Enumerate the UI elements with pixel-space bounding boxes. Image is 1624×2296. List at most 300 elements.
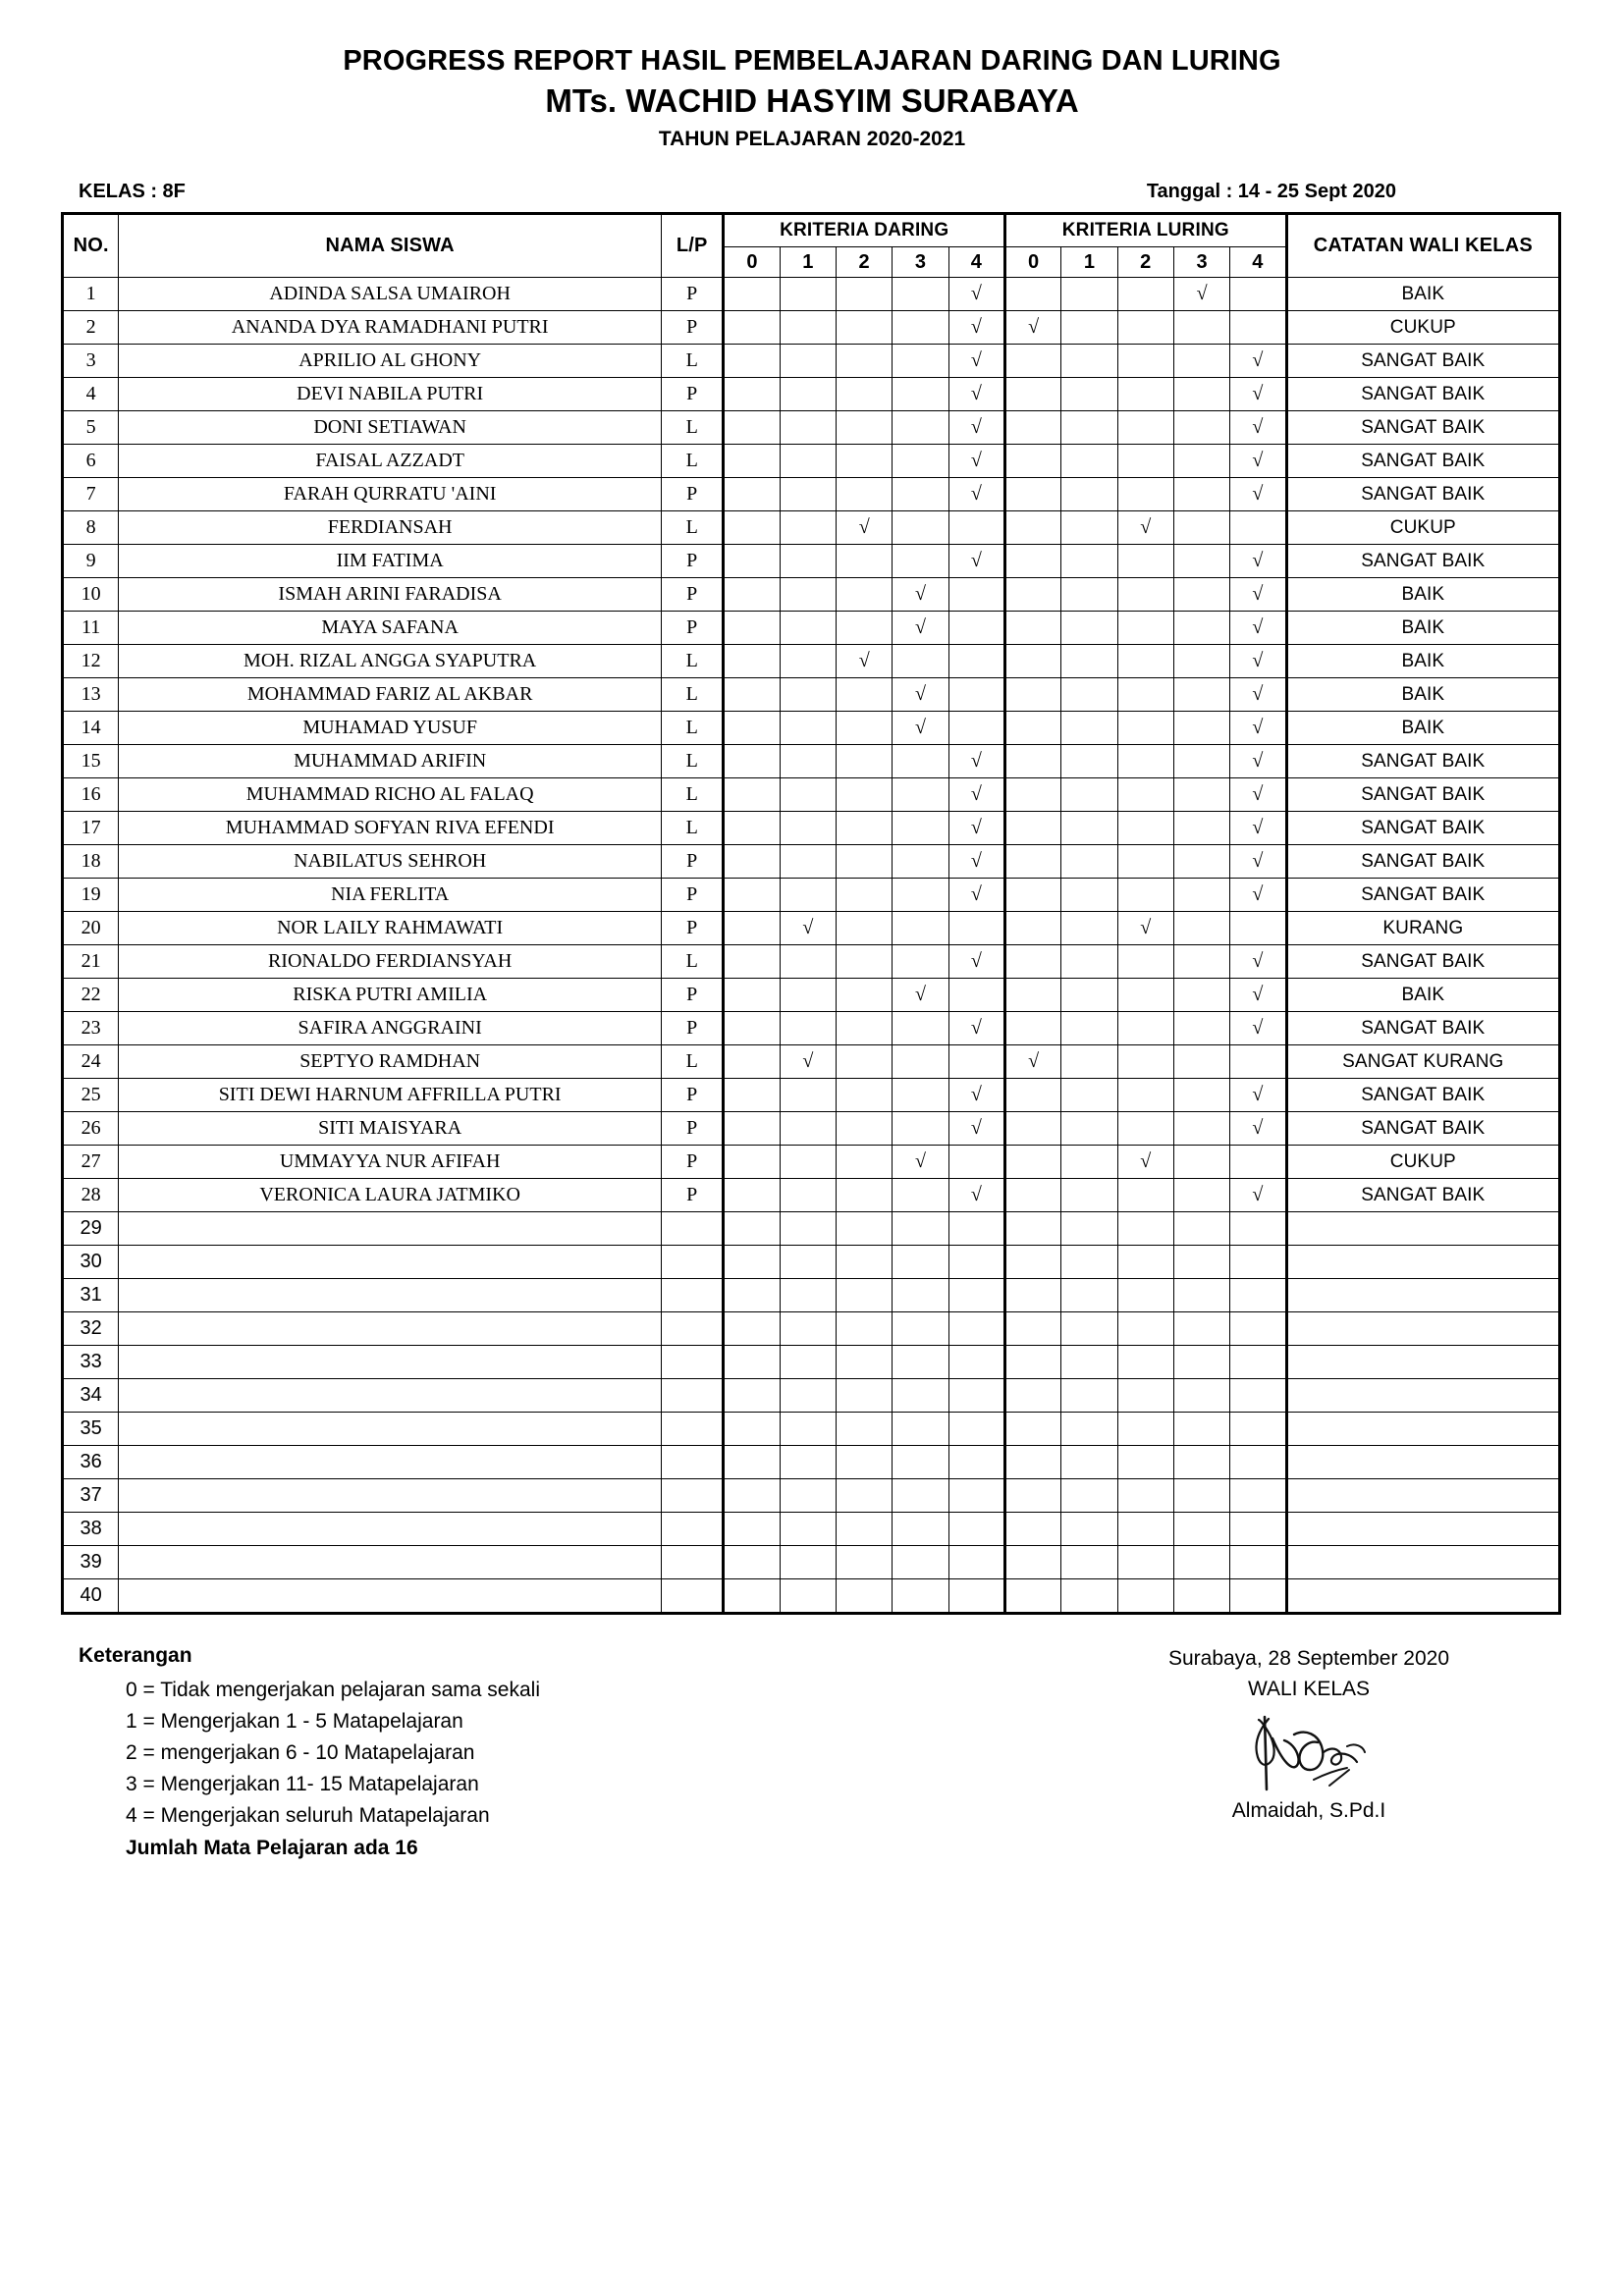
cell-daring-1: √	[780, 912, 836, 945]
cell-luring-1	[1061, 612, 1117, 645]
cell-daring-1	[780, 1179, 836, 1212]
cell-luring-1	[1061, 1513, 1117, 1546]
cell-no: 33	[63, 1346, 119, 1379]
cell-lp: L	[661, 511, 723, 545]
cell-no: 2	[63, 311, 119, 345]
cell-luring-4	[1230, 1446, 1286, 1479]
cell-luring-3	[1173, 311, 1229, 345]
cell-daring-2	[837, 1279, 893, 1312]
cell-daring-2	[837, 1146, 893, 1179]
cell-nama-siswa: SITI DEWI HARNUM AFFRILLA PUTRI	[119, 1079, 662, 1112]
cell-lp	[661, 1546, 723, 1579]
cell-daring-3	[893, 879, 948, 912]
cell-luring-4	[1230, 1513, 1286, 1546]
cell-daring-1	[780, 612, 836, 645]
cell-daring-4	[948, 1246, 1004, 1279]
cell-nama-siswa	[119, 1579, 662, 1614]
cell-catatan: BAIK	[1286, 278, 1559, 311]
cell-lp: L	[661, 678, 723, 712]
signature-block	[1098, 1644, 1563, 1860]
cell-daring-4	[948, 1513, 1004, 1546]
cell-luring-1	[1061, 678, 1117, 712]
cell-nama-siswa: MUHAMMAD ARIFIN	[119, 745, 662, 778]
cell-luring-3	[1173, 1513, 1229, 1546]
cell-luring-2	[1117, 879, 1173, 912]
cell-daring-2	[837, 1446, 893, 1479]
legend-list	[79, 1675, 540, 1832]
cell-luring-1	[1061, 1112, 1117, 1146]
cell-luring-3	[1173, 1479, 1229, 1513]
cell-daring-4	[948, 1346, 1004, 1379]
cell-nama-siswa: NOR LAILY RAHMAWATI	[119, 912, 662, 945]
cell-luring-2	[1117, 545, 1173, 578]
cell-luring-0	[1005, 1546, 1061, 1579]
table-row	[63, 1079, 1560, 1112]
cell-daring-3: √	[893, 578, 948, 612]
cell-no: 31	[63, 1279, 119, 1312]
cell-daring-4: √	[948, 378, 1004, 411]
cell-luring-0	[1005, 1246, 1061, 1279]
th-daring-4: 4	[948, 247, 1004, 278]
table-body	[63, 278, 1560, 1614]
cell-daring-2	[837, 1379, 893, 1413]
cell-daring-3	[893, 1513, 948, 1546]
cell-luring-4: √	[1230, 712, 1286, 745]
cell-no: 30	[63, 1246, 119, 1279]
th-daring-2: 2	[837, 247, 893, 278]
cell-daring-3	[893, 1579, 948, 1614]
cell-luring-0	[1005, 578, 1061, 612]
cell-luring-4	[1230, 1312, 1286, 1346]
cell-luring-4	[1230, 1479, 1286, 1513]
cell-no: 23	[63, 1012, 119, 1045]
cell-luring-0: √	[1005, 311, 1061, 345]
cell-daring-2	[837, 1579, 893, 1614]
cell-daring-2	[837, 478, 893, 511]
table-row	[63, 311, 1560, 345]
table-row	[63, 1246, 1560, 1279]
th-lp: L/P	[661, 214, 723, 278]
cell-luring-2: √	[1117, 912, 1173, 945]
cell-daring-4: √	[948, 278, 1004, 311]
cell-daring-1	[780, 1446, 836, 1479]
cell-daring-4	[948, 1446, 1004, 1479]
cell-daring-2	[837, 311, 893, 345]
cell-luring-2	[1117, 1479, 1173, 1513]
cell-luring-0	[1005, 745, 1061, 778]
cell-luring-0	[1005, 1579, 1061, 1614]
cell-daring-3	[893, 411, 948, 445]
cell-daring-0	[724, 912, 780, 945]
cell-daring-2	[837, 1312, 893, 1346]
cell-luring-3: √	[1173, 278, 1229, 311]
cell-daring-2	[837, 1546, 893, 1579]
cell-luring-3	[1173, 778, 1229, 812]
cell-lp: P	[661, 879, 723, 912]
cell-nama-siswa: UMMAYYA NUR AFIFAH	[119, 1146, 662, 1179]
cell-luring-4: √	[1230, 745, 1286, 778]
cell-daring-4: √	[948, 778, 1004, 812]
cell-luring-1	[1061, 1379, 1117, 1413]
cell-luring-4	[1230, 278, 1286, 311]
cell-catatan	[1286, 1346, 1559, 1379]
table-row	[63, 612, 1560, 645]
cell-daring-4	[948, 1413, 1004, 1446]
cell-catatan	[1286, 1446, 1559, 1479]
cell-luring-1	[1061, 1346, 1117, 1379]
document-header	[61, 0, 1563, 151]
cell-catatan: SANGAT BAIK	[1286, 1179, 1559, 1212]
cell-luring-2	[1117, 411, 1173, 445]
cell-lp: L	[661, 945, 723, 979]
cell-catatan: BAIK	[1286, 645, 1559, 678]
cell-catatan: CUKUP	[1286, 311, 1559, 345]
cell-catatan	[1286, 1279, 1559, 1312]
th-luring-3: 3	[1173, 247, 1229, 278]
cell-nama-siswa: VERONICA LAURA JATMIKO	[119, 1179, 662, 1212]
cell-luring-2	[1117, 1513, 1173, 1546]
cell-luring-3	[1173, 612, 1229, 645]
cell-luring-3	[1173, 979, 1229, 1012]
cell-lp: P	[661, 1146, 723, 1179]
cell-daring-3	[893, 1246, 948, 1279]
cell-daring-0	[724, 311, 780, 345]
cell-luring-0	[1005, 945, 1061, 979]
cell-lp: P	[661, 278, 723, 311]
cell-luring-0	[1005, 845, 1061, 879]
cell-daring-2	[837, 945, 893, 979]
cell-daring-1	[780, 1513, 836, 1546]
cell-daring-3: √	[893, 979, 948, 1012]
cell-lp: P	[661, 578, 723, 612]
cell-daring-0	[724, 879, 780, 912]
cell-luring-2	[1117, 1546, 1173, 1579]
cell-luring-1	[1061, 578, 1117, 612]
cell-daring-2	[837, 545, 893, 578]
table-row	[63, 1045, 1560, 1079]
cell-catatan: SANGAT BAIK	[1286, 378, 1559, 411]
cell-catatan	[1286, 1579, 1559, 1614]
cell-lp	[661, 1346, 723, 1379]
cell-luring-4: √	[1230, 545, 1286, 578]
cell-luring-3	[1173, 1212, 1229, 1246]
cell-catatan	[1286, 1246, 1559, 1279]
cell-no: 17	[63, 812, 119, 845]
cell-luring-3	[1173, 1346, 1229, 1379]
cell-daring-2	[837, 912, 893, 945]
cell-luring-4: √	[1230, 845, 1286, 879]
cell-nama-siswa: MUHAMMAD RICHO AL FALAQ	[119, 778, 662, 812]
cell-daring-3	[893, 778, 948, 812]
cell-no: 15	[63, 745, 119, 778]
cell-luring-2	[1117, 1346, 1173, 1379]
cell-daring-1	[780, 478, 836, 511]
cell-luring-0	[1005, 1446, 1061, 1479]
cell-daring-2	[837, 1112, 893, 1146]
cell-luring-1	[1061, 345, 1117, 378]
cell-luring-1	[1061, 1579, 1117, 1614]
cell-luring-1	[1061, 1279, 1117, 1312]
cell-catatan: SANGAT BAIK	[1286, 945, 1559, 979]
cell-nama-siswa: MAYA SAFANA	[119, 612, 662, 645]
table-row	[63, 1579, 1560, 1614]
cell-luring-0	[1005, 879, 1061, 912]
cell-daring-2	[837, 1346, 893, 1379]
cell-luring-0	[1005, 511, 1061, 545]
cell-daring-1	[780, 1579, 836, 1614]
cell-luring-3	[1173, 345, 1229, 378]
cell-luring-4: √	[1230, 612, 1286, 645]
cell-daring-1	[780, 1079, 836, 1112]
cell-daring-4	[948, 1146, 1004, 1179]
cell-lp	[661, 1479, 723, 1513]
cell-catatan: BAIK	[1286, 678, 1559, 712]
cell-luring-0	[1005, 1112, 1061, 1146]
cell-no: 21	[63, 945, 119, 979]
cell-daring-4	[948, 979, 1004, 1012]
cell-daring-4	[948, 1312, 1004, 1346]
cell-daring-0	[724, 945, 780, 979]
cell-luring-2	[1117, 845, 1173, 879]
cell-luring-1	[1061, 879, 1117, 912]
cell-daring-0	[724, 1146, 780, 1179]
cell-nama-siswa: NIA FERLITA	[119, 879, 662, 912]
cell-luring-0	[1005, 1079, 1061, 1112]
cell-luring-4: √	[1230, 645, 1286, 678]
cell-daring-1	[780, 445, 836, 478]
cell-luring-0	[1005, 345, 1061, 378]
cell-daring-0	[724, 278, 780, 311]
cell-nama-siswa	[119, 1413, 662, 1446]
cell-no: 4	[63, 378, 119, 411]
cell-daring-4: √	[948, 745, 1004, 778]
cell-catatan: SANGAT BAIK	[1286, 545, 1559, 578]
cell-catatan: KURANG	[1286, 912, 1559, 945]
cell-daring-1	[780, 879, 836, 912]
cell-luring-0	[1005, 612, 1061, 645]
cell-no: 8	[63, 511, 119, 545]
cell-luring-4: √	[1230, 945, 1286, 979]
date-range-label: Tanggal : 14 - 25 Sept 2020	[1146, 181, 1396, 203]
cell-catatan: CUKUP	[1286, 1146, 1559, 1179]
cell-no: 11	[63, 612, 119, 645]
table-row	[63, 1513, 1560, 1546]
cell-catatan: SANGAT KURANG	[1286, 1045, 1559, 1079]
report-title: PROGRESS REPORT HASIL PEMBELAJARAN DARING DAN LURING	[343, 45, 1281, 77]
cell-no: 5	[63, 411, 119, 445]
cell-daring-1	[780, 778, 836, 812]
cell-daring-2	[837, 1413, 893, 1446]
cell-daring-0	[724, 712, 780, 745]
cell-daring-0	[724, 578, 780, 612]
cell-no: 38	[63, 1513, 119, 1546]
cell-daring-3	[893, 1479, 948, 1513]
cell-lp	[661, 1246, 723, 1279]
cell-catatan: SANGAT BAIK	[1286, 345, 1559, 378]
table-row	[63, 578, 1560, 612]
cell-luring-3	[1173, 1079, 1229, 1112]
cell-daring-2	[837, 1012, 893, 1045]
cell-no: 12	[63, 645, 119, 678]
cell-luring-4	[1230, 912, 1286, 945]
cell-daring-2	[837, 678, 893, 712]
cell-luring-0	[1005, 1146, 1061, 1179]
cell-luring-1	[1061, 1212, 1117, 1246]
cell-luring-1	[1061, 645, 1117, 678]
cell-catatan: SANGAT BAIK	[1286, 1079, 1559, 1112]
cell-nama-siswa	[119, 1446, 662, 1479]
cell-no: 14	[63, 712, 119, 745]
cell-lp: P	[661, 612, 723, 645]
cell-daring-2	[837, 445, 893, 478]
cell-daring-2	[837, 712, 893, 745]
cell-luring-4	[1230, 1579, 1286, 1614]
legend-total: Jumlah Mata Pelajaran ada 16	[126, 1836, 418, 1859]
table-row	[63, 1012, 1560, 1045]
cell-daring-4: √	[948, 1079, 1004, 1112]
cell-daring-2: √	[837, 511, 893, 545]
cell-luring-0: √	[1005, 1045, 1061, 1079]
cell-catatan: SANGAT BAIK	[1286, 445, 1559, 478]
cell-luring-1	[1061, 712, 1117, 745]
cell-no: 36	[63, 1446, 119, 1479]
document-footer	[61, 1644, 1563, 1860]
cell-luring-3	[1173, 478, 1229, 511]
handwritten-signature-icon	[1098, 1708, 1520, 1794]
cell-luring-2	[1117, 1079, 1173, 1112]
cell-daring-4	[948, 612, 1004, 645]
cell-luring-0	[1005, 1413, 1061, 1446]
cell-lp	[661, 1212, 723, 1246]
table-row	[63, 845, 1560, 879]
cell-daring-1	[780, 1413, 836, 1446]
cell-lp: L	[661, 345, 723, 378]
cell-luring-3	[1173, 578, 1229, 612]
cell-nama-siswa	[119, 1212, 662, 1246]
cell-lp	[661, 1279, 723, 1312]
table-row	[63, 511, 1560, 545]
cell-lp: L	[661, 645, 723, 678]
cell-luring-4: √	[1230, 879, 1286, 912]
cell-luring-0	[1005, 545, 1061, 578]
cell-luring-3	[1173, 1246, 1229, 1279]
cell-daring-4	[948, 678, 1004, 712]
cell-luring-1	[1061, 912, 1117, 945]
cell-nama-siswa: ADINDA SALSA UMAIROH	[119, 278, 662, 311]
cell-luring-4	[1230, 1045, 1286, 1079]
cell-daring-0	[724, 1212, 780, 1246]
table-row	[63, 545, 1560, 578]
cell-daring-1	[780, 1346, 836, 1379]
cell-daring-0	[724, 1346, 780, 1379]
cell-lp: L	[661, 745, 723, 778]
cell-luring-0	[1005, 1479, 1061, 1513]
cell-no: 1	[63, 278, 119, 311]
cell-no: 28	[63, 1179, 119, 1212]
cell-luring-0	[1005, 411, 1061, 445]
table-row	[63, 712, 1560, 745]
cell-daring-1	[780, 1279, 836, 1312]
cell-nama-siswa	[119, 1312, 662, 1346]
cell-luring-4: √	[1230, 812, 1286, 845]
cell-luring-4: √	[1230, 1079, 1286, 1112]
cell-daring-4	[948, 578, 1004, 612]
cell-luring-3	[1173, 445, 1229, 478]
cell-nama-siswa	[119, 1513, 662, 1546]
legend-item-0: 0 = Tidak mengerjakan pelajaran sama sekali	[126, 1679, 540, 1702]
cell-lp: L	[661, 411, 723, 445]
cell-daring-3	[893, 745, 948, 778]
cell-daring-1	[780, 378, 836, 411]
cell-daring-2	[837, 1246, 893, 1279]
cell-luring-4: √	[1230, 1179, 1286, 1212]
th-daring-3: 3	[893, 247, 948, 278]
cell-daring-0	[724, 1179, 780, 1212]
class-label: KELAS : 8F	[79, 181, 186, 203]
cell-daring-3	[893, 945, 948, 979]
cell-lp: L	[661, 445, 723, 478]
cell-no: 20	[63, 912, 119, 945]
table-head	[63, 214, 1560, 278]
cell-lp: L	[661, 812, 723, 845]
cell-daring-0	[724, 1079, 780, 1112]
legend-item-3: 3 = Mengerjakan 11- 15 Matapelajaran	[126, 1772, 479, 1795]
cell-luring-2	[1117, 612, 1173, 645]
cell-lp: P	[661, 545, 723, 578]
cell-lp: P	[661, 311, 723, 345]
cell-luring-4: √	[1230, 578, 1286, 612]
cell-daring-3	[893, 812, 948, 845]
cell-daring-1	[780, 345, 836, 378]
cell-luring-0	[1005, 1179, 1061, 1212]
cell-luring-0	[1005, 812, 1061, 845]
cell-luring-3	[1173, 1546, 1229, 1579]
cell-lp: P	[661, 378, 723, 411]
cell-luring-3	[1173, 712, 1229, 745]
table-row	[63, 278, 1560, 311]
cell-luring-1	[1061, 1012, 1117, 1045]
cell-daring-0	[724, 1446, 780, 1479]
signature-name: Almaidah, S.Pd.I	[1231, 1798, 1386, 1822]
cell-luring-2	[1117, 712, 1173, 745]
cell-luring-2	[1117, 1212, 1173, 1246]
cell-luring-3	[1173, 1146, 1229, 1179]
table-row	[63, 1446, 1560, 1479]
cell-lp: P	[661, 478, 723, 511]
cell-luring-2	[1117, 778, 1173, 812]
cell-luring-0	[1005, 1312, 1061, 1346]
cell-luring-1	[1061, 1413, 1117, 1446]
cell-daring-0	[724, 1379, 780, 1413]
cell-daring-3	[893, 311, 948, 345]
cell-luring-3	[1173, 1112, 1229, 1146]
cell-no: 40	[63, 1579, 119, 1614]
cell-nama-siswa: NABILATUS SEHROH	[119, 845, 662, 879]
cell-nama-siswa: RIONALDO FERDIANSYAH	[119, 945, 662, 979]
cell-catatan	[1286, 1546, 1559, 1579]
cell-nama-siswa: MOHAMMAD FARIZ AL AKBAR	[119, 678, 662, 712]
cell-catatan: BAIK	[1286, 979, 1559, 1012]
cell-luring-1	[1061, 1312, 1117, 1346]
th-luring-4: 4	[1230, 247, 1286, 278]
cell-luring-4: √	[1230, 778, 1286, 812]
cell-daring-0	[724, 812, 780, 845]
cell-daring-0	[724, 612, 780, 645]
cell-daring-1	[780, 1312, 836, 1346]
cell-daring-1	[780, 578, 836, 612]
table-row	[63, 1546, 1560, 1579]
th-catatan-wali-kelas: CATATAN WALI KELAS	[1286, 214, 1559, 278]
